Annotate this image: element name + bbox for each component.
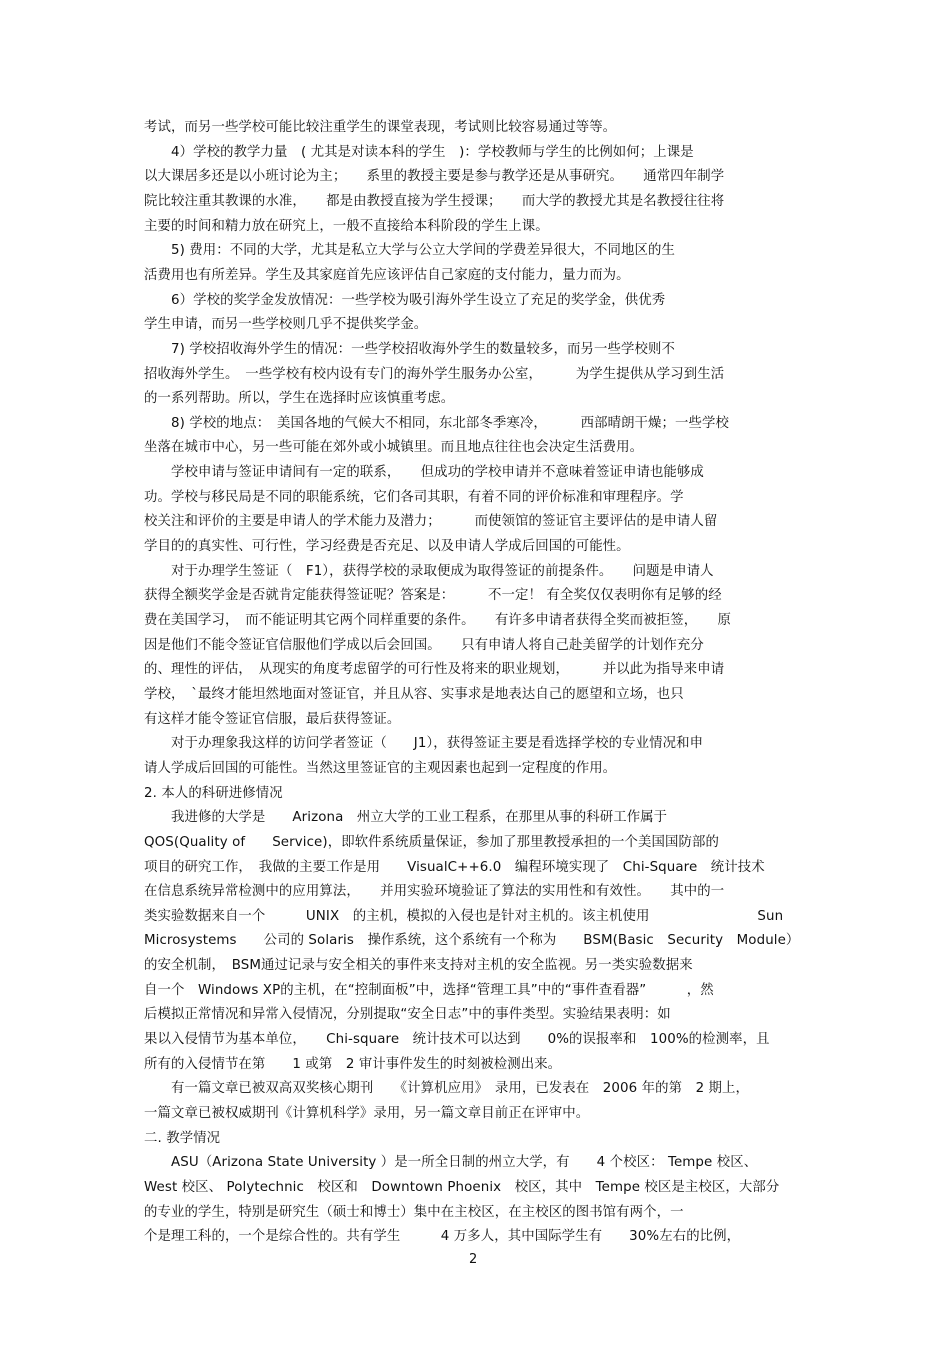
text-line: 对于办理象我这样的访问学者签证（ J1），获得签证主要是看选择学校的专业情况和申 (144, 736, 704, 752)
text-line: 学校， `最终才能坦然地面对签证官，并且从容、实事求是地表达自己的愿望和立场，也只 (144, 686, 684, 702)
text-line: 考试，而另一些学校可能比较注重学生的课堂表现，考试则比较容易通过等等。 (144, 120, 617, 135)
text-line: 4）学校的教学力量 ( 尤其是对读本科的学生 )：学校教师与学生的比例如何；上课是 (144, 144, 694, 160)
text-line: 2. 本人的科研进修情况 (144, 785, 283, 801)
text-line: 学生申请，而另一些学校则几乎不提供奖学金。 (144, 317, 428, 333)
text-line: 我进修的大学是 Arizona 州立大学的工业工程系，在那里从事的科研工作属于 (144, 810, 668, 826)
text-line: 项目的研究工作， 我做的主要工作是用 VisualC++6.0 编程环境实现了 Chi-Square 统计技术 (144, 859, 765, 875)
text-line: 主要的时间和精力放在研究上，一般不直接给本科阶段的学生上课。 (144, 218, 549, 234)
text-line: 类实验数据来自一个 UNIX 的主机，模拟的入侵也是针对主机的。该主机使用 Sun (144, 908, 784, 924)
text-line: 校关注和评价的主要是申请人的学术能力及潜力； 而使领馆的签证官主要评估的是申请人留 (144, 514, 718, 530)
text-line: 在信息系统异常检测中的应用算法， 并用实验环境验证了算法的实用性和有效性。 其中的一 (144, 884, 725, 900)
text-line: 对于办理学生签证（ F1），获得学校的录取便成为取得签证的前提条件。 问题是申请人 (144, 563, 714, 579)
text-line: West 校区、 Polytechnic 校区和 Downtown Phoenix 校区，其中 Tempe 校区是主校区，大部分 (144, 1180, 780, 1195)
text-line: 二. 教学情况 (144, 1130, 221, 1146)
text-line: 院比较注重其教课的水准， 都是由教授直接为学生授课； 而大学的教授尤其是名教授往往将 (144, 193, 725, 209)
text-line: 所有的入侵情节在第 1 或第 2 审计事件发生的时刻被检测出来。 (144, 1056, 562, 1072)
text-line: 5) 费用：不同的大学，尤其是私立大学与公立大学间的学费差异很大，不同地区的生 (144, 243, 675, 259)
text-line: 功。学校与移民局是不同的职能系统，它们各司其职，有着不同的评价标准和审理程序。学 (144, 489, 684, 505)
text-line: 果以入侵情节为基本单位， Chi-square 统计技术可以达到 0%的误报率和 100%的检测率，且 (144, 1032, 770, 1047)
text-line: 8) 学校的地点： 美国各地的气候大不相同，东北部冬季寒冷， 西部晴朗干燥；一些学校 (144, 415, 729, 431)
text-line: 获得全额奖学金是否就肯定能获得签证呢？答案是： 不一定！ 有全奖仅仅表明你有足够的经 (144, 588, 722, 604)
text-line: 因是他们不能令签证官信服他们学成以后会回国。 只有申请人将自己赴美留学的计划作充分 (144, 637, 704, 653)
text-line: 7) 学校招收海外学生的情况：一些学校招收海外学生的数量较多，而另一些学校则不 (144, 341, 675, 357)
text-line: 以大课居多还是以小班讨论为主； 系里的教授主要是参与教学还是从事研究。 通常四年制学 (144, 169, 725, 185)
text-line: 的安全机制， BSM通过记录与安全相关的事件来支持对主机的安全监视。另一类实验数据来 (144, 958, 693, 974)
text-line: 有一篇文章已被双高双奖核心期刊 《计算机应用》 录用，已发表在 2006 年的第 2 期上， (144, 1081, 750, 1097)
text-line: 活费用也有所差异。学生及其家庭首先应该评估自己家庭的支付能力，量力而为。 (144, 267, 630, 283)
text-line: 6）学校的奖学金发放情况：一些学校为吸引海外学生设立了充足的奖学金，供优秀 (144, 292, 666, 308)
text-line: 一篇文章已被权威期刊《计算机科学》录用，另一篇文章目前正在评审中。 (144, 1106, 590, 1121)
text-line: 费在美国学习， 而不能证明其它两个同样重要的条件。 有许多申请者获得全奖而被拒签， 原 (144, 613, 731, 628)
text-line: 的、理性的评估， 从现实的角度考虑留学的可行性及将来的职业规划， 并以此为指导来申请 (144, 662, 725, 678)
page-number: 2 (469, 1252, 478, 1267)
text-line: 学目的的真实性、可行性，学习经费是否充足、以及申请人学成后回国的可能性。 (144, 539, 630, 554)
text-line: QOS(Quality of Service)，即软件系统质量保证，参加了那里教授承担的一个美国国防部的 (144, 834, 719, 850)
text-line: 坐落在城市中心，另一些可能在郊外或小城镇里。而且地点往往也会决定生活费用。 (144, 440, 644, 456)
text-line: 招收海外学生。 一些学校有校内设有专门的海外学生服务办公室， 为学生提供从学习到生活 (144, 366, 725, 382)
text-line: 个是理工科的，一个是综合性的。共有学生 4 万多人，其中国际学生有 30%左右的比例， (144, 1229, 741, 1245)
text-line: 后模拟正常情况和异常入侵情况，分别提取“安全日志”中的事件类型。实验结果表明：如 (144, 1007, 671, 1023)
text-line: 的一系列帮助。所以，学生在选择时应该慎重考虑。 (144, 391, 455, 407)
text-line: 的专业的学生，特别是研究生（硕士和博士）集中在主校区，在主校区的图书馆有两个，一 (144, 1204, 684, 1220)
text-line: 请人学成后回国的可能性。当然这里签证官的主观因素也起到一定程度的作用。 (144, 760, 617, 776)
text-line: ASU（Arizona State University ）是一所全日制的州立大学，有 4 个校区： Tempe 校区、 (144, 1155, 758, 1171)
text-line: 学校申请与签证申请间有一定的联系， 但成功的学校申请并不意味着签证申请也能够成 (144, 465, 704, 481)
text-line: 有这样才能令签证官信服，最后获得签证。 (144, 711, 401, 727)
text-line: 自一个 Windows XP的主机，在“控制面板”中，选择“管理工具”中的“事件查看器” ，然 (144, 982, 714, 998)
text-line: Microsystems 公司的 Solaris 操作系统，这个系统有一个称为 BSM(Basic Security Module） (144, 933, 800, 949)
